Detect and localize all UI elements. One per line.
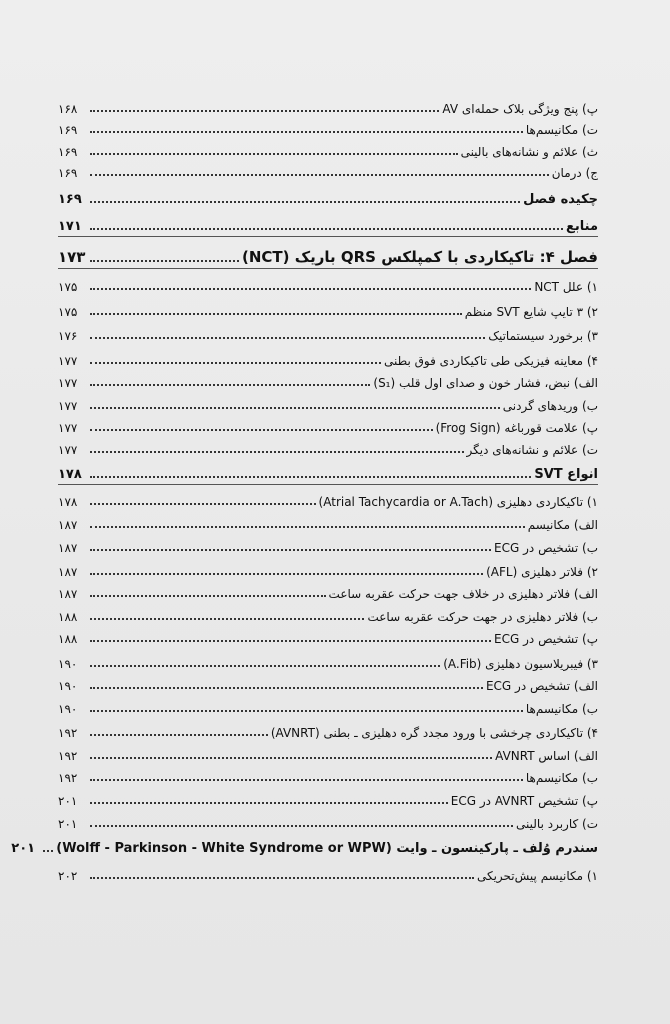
- dot-leader: [90, 757, 492, 759]
- dot-leader: [90, 337, 485, 339]
- toc-entry[interactable]: [58, 533, 598, 555]
- toc-entry-title: ب) تشخیص در ECG: [494, 541, 598, 555]
- dot-leader: [90, 595, 326, 597]
- toc-entry[interactable]: [58, 413, 598, 435]
- section-divider: [58, 268, 598, 269]
- dot-leader: [90, 665, 440, 667]
- toc-entry[interactable]: [58, 321, 598, 343]
- toc-entry-title: منابع: [566, 219, 598, 234]
- dot-leader: [90, 802, 448, 804]
- dot-leader: [90, 174, 549, 176]
- toc-entry-title: ت) کاربرد بالینی: [516, 817, 598, 831]
- toc-entry[interactable]: [58, 460, 598, 482]
- toc-entry-title: ۲) فلاتر دهلیزی (AFL): [486, 565, 598, 579]
- dot-leader: [90, 260, 239, 262]
- dot-leader: [90, 407, 500, 409]
- toc-entry[interactable]: [58, 368, 598, 390]
- toc-entry[interactable]: [58, 649, 598, 671]
- toc-entry-page-number: ۱۷۳: [58, 248, 86, 266]
- toc-entry[interactable]: [58, 694, 598, 716]
- toc-entry-page-number: ۱۶۹: [58, 192, 82, 207]
- toc-entry[interactable]: [58, 624, 598, 646]
- toc-entry-page-number: ۱۸۷: [58, 587, 78, 601]
- toc-entry-page-number: ۱۷۷: [58, 376, 78, 390]
- toc-entry-title: الف) اساس AVNRT: [495, 749, 598, 763]
- toc-entry-page-number: ۱۶۸: [58, 102, 78, 116]
- toc-entry-page-number: ۱۸۸: [58, 632, 78, 646]
- toc-entry-title: ت) علائم و نشانه‌های دیگر: [466, 443, 598, 457]
- dot-leader: [90, 618, 364, 620]
- toc-entry[interactable]: [58, 786, 598, 808]
- toc-entry-title: الف) تشخیص در ECG: [485, 679, 598, 693]
- toc-entry-page-number: ۱۸۷: [58, 518, 78, 532]
- toc-entry-title: ۳) برخورد سیستماتیک: [488, 329, 598, 343]
- dot-leader: [90, 734, 268, 736]
- toc-entry-title: سندرم وُلف ـ پارکینسون ـ وایت (Wolff - Parkinson - White Syndrome or WPW): [56, 841, 598, 856]
- dot-leader: [90, 573, 483, 575]
- toc-entry[interactable]: [58, 346, 598, 368]
- toc-entry-title: ب) مکانیسم‌ها: [525, 771, 598, 785]
- toc-entry-title: ت) مکانیسم‌ها: [525, 123, 598, 137]
- toc-entry[interactable]: [58, 718, 598, 740]
- toc-entry-page-number: ۱۷۸: [58, 467, 82, 482]
- dot-leader: [90, 429, 433, 431]
- toc-entry-title: الف) نبض، فشار خون و صدای اول قلب (S₁): [373, 376, 598, 390]
- section-divider: [58, 236, 598, 237]
- toc-entry[interactable]: [58, 212, 598, 234]
- toc-entry-title: پ) پنج ویژگی بلاک حمله‌ای AV: [442, 102, 598, 116]
- toc-entry-page-number: ۱۷۷: [58, 399, 78, 413]
- toc-entry-title: ۱) تاکیکاردی دهلیزی (Atrial Tachycardia or A.Tach): [318, 495, 598, 509]
- toc-entry-page-number: ۱۸۸: [58, 610, 78, 624]
- toc-entry[interactable]: [58, 137, 598, 159]
- dot-leader: [90, 710, 523, 712]
- toc-entry-title: ب) وریدهای گردنی: [502, 399, 598, 413]
- toc-entry-title: ب) فلاتر دهلیزی در جهت حرکت عقربه ساعت: [367, 610, 598, 624]
- toc-entry-title: ۲) ۳ تایپ شایع SVT منظم: [464, 305, 598, 319]
- toc-entry-title: پ) تشخیص AVNRT در ECG: [450, 794, 598, 808]
- toc-entry-page-number: ۱۷۵: [58, 280, 78, 294]
- toc-entry-page-number: ۲۰۱: [58, 794, 78, 808]
- toc-entry[interactable]: [58, 391, 598, 413]
- toc-entry-page-number: ۱۸۷: [58, 565, 78, 579]
- toc-entry[interactable]: [58, 158, 598, 180]
- toc-entry[interactable]: [58, 579, 598, 601]
- toc-entry[interactable]: [58, 809, 598, 831]
- toc-entry-title: ۴) معاینه فیزیکی طی تاکیکاردی فوق بطنی: [384, 354, 598, 368]
- toc-entry-title: فصل ۴: تاکیکاردی با کمپلکس QRS باریک (NCT): [242, 248, 598, 266]
- dot-leader: [90, 201, 520, 203]
- dot-leader: [90, 313, 462, 315]
- dot-leader: [90, 476, 531, 478]
- toc-entry-title: ۱) علل NCT: [534, 280, 598, 294]
- toc-entry[interactable]: [58, 763, 598, 785]
- toc-entry-title: ۱) مکانیسم پیش‌تحریکی: [476, 869, 598, 883]
- dot-leader: [90, 825, 513, 827]
- toc-entry-page-number: ۱۶۹: [58, 123, 78, 137]
- toc-entry-page-number: ۱۷۶: [58, 329, 78, 343]
- toc-entry[interactable]: [58, 671, 598, 693]
- toc-entry-page-number: ۱۷۷: [58, 443, 78, 457]
- toc-entry[interactable]: [58, 510, 598, 532]
- toc-entry[interactable]: [58, 272, 598, 294]
- dot-leader: [90, 451, 464, 453]
- toc-entry-page-number: ۱۶۹: [58, 166, 78, 180]
- toc-entry-title: ۳) فیبریلاسیون دهلیزی (A.Fib): [443, 657, 598, 671]
- dot-leader: [90, 110, 439, 112]
- toc-entry-title: ب) مکانیسم‌ها: [525, 702, 598, 716]
- dot-leader: [90, 640, 491, 642]
- section-divider: [58, 484, 598, 485]
- toc-entry-page-number: ۱۷۵: [58, 305, 78, 319]
- toc-entry-page-number: ۱۸۷: [58, 541, 78, 555]
- toc-entry-page-number: ۱۶۹: [58, 145, 78, 159]
- toc-entry-page-number: ۱۷۸: [58, 495, 78, 509]
- dot-leader: [90, 877, 474, 879]
- toc-entry-page-number: ۱۹۰: [58, 702, 78, 716]
- toc-entry[interactable]: [58, 557, 598, 579]
- dot-leader: [90, 779, 523, 781]
- toc-entry-page-number: ۱۷۱: [58, 219, 82, 234]
- toc-entry[interactable]: [58, 240, 598, 266]
- dot-leader: [90, 288, 531, 290]
- dot-leader: [90, 503, 316, 505]
- toc-entry-page-number: ۱۹۰: [58, 657, 78, 671]
- toc-entry[interactable]: [58, 435, 598, 457]
- toc-entry[interactable]: [11, 834, 598, 856]
- toc-entry-title: چکیده فصل: [523, 192, 598, 207]
- toc-entry-page-number: ۱۹۰: [58, 679, 78, 693]
- toc-entry-page-number: ۱۹۲: [58, 771, 78, 785]
- dot-leader: [43, 850, 53, 852]
- toc-entry-page-number: ۱۷۷: [58, 421, 78, 435]
- toc-entry-title: ج) درمان: [551, 166, 598, 180]
- toc-entry-title: پ) علامت قورباغه (Frog Sign): [435, 421, 598, 435]
- dot-leader: [90, 131, 523, 133]
- dot-leader: [90, 526, 525, 528]
- dot-leader: [90, 687, 483, 689]
- dot-leader: [90, 549, 491, 551]
- dot-leader: [90, 384, 370, 386]
- toc-entry-title: الف) مکانیسم: [527, 518, 598, 532]
- toc-entry-page-number: ۲۰۱: [58, 817, 78, 831]
- toc-entry[interactable]: [58, 297, 598, 319]
- toc-entry-title: ۴) تاکیکاردی چرخشی با ورود مجدد گره دهلیزی ـ بطنی (AVNRT): [270, 726, 598, 740]
- toc-entry[interactable]: [58, 487, 598, 509]
- toc-entry[interactable]: [58, 185, 598, 207]
- toc-entry-title: ث) علائم و نشانه‌های بالینی: [460, 145, 598, 159]
- dot-leader: [90, 153, 458, 155]
- toc-entry-title: پ) تشخیص در ECG: [494, 632, 598, 646]
- toc-entry-page-number: ۱۹۲: [58, 749, 78, 763]
- toc-entry-page-number: ۲۰۱: [11, 841, 36, 856]
- toc-entry-page-number: ۱۷۷: [58, 354, 78, 368]
- toc-entry[interactable]: [58, 861, 598, 883]
- toc-entry-title: الف) فلاتر دهلیزی در خلاف جهت حرکت عقربه ساعت: [328, 587, 598, 601]
- toc-entry[interactable]: [58, 94, 598, 116]
- toc-entry[interactable]: [58, 602, 598, 624]
- toc-entry-page-number: ۲۰۲: [58, 869, 78, 883]
- toc-entry[interactable]: [58, 741, 598, 763]
- toc-entry-title: انواع SVT: [534, 467, 598, 482]
- dot-leader: [90, 362, 381, 364]
- toc-entry-page-number: ۱۹۲: [58, 726, 78, 740]
- toc-entry[interactable]: [58, 115, 598, 137]
- dot-leader: [90, 228, 563, 230]
